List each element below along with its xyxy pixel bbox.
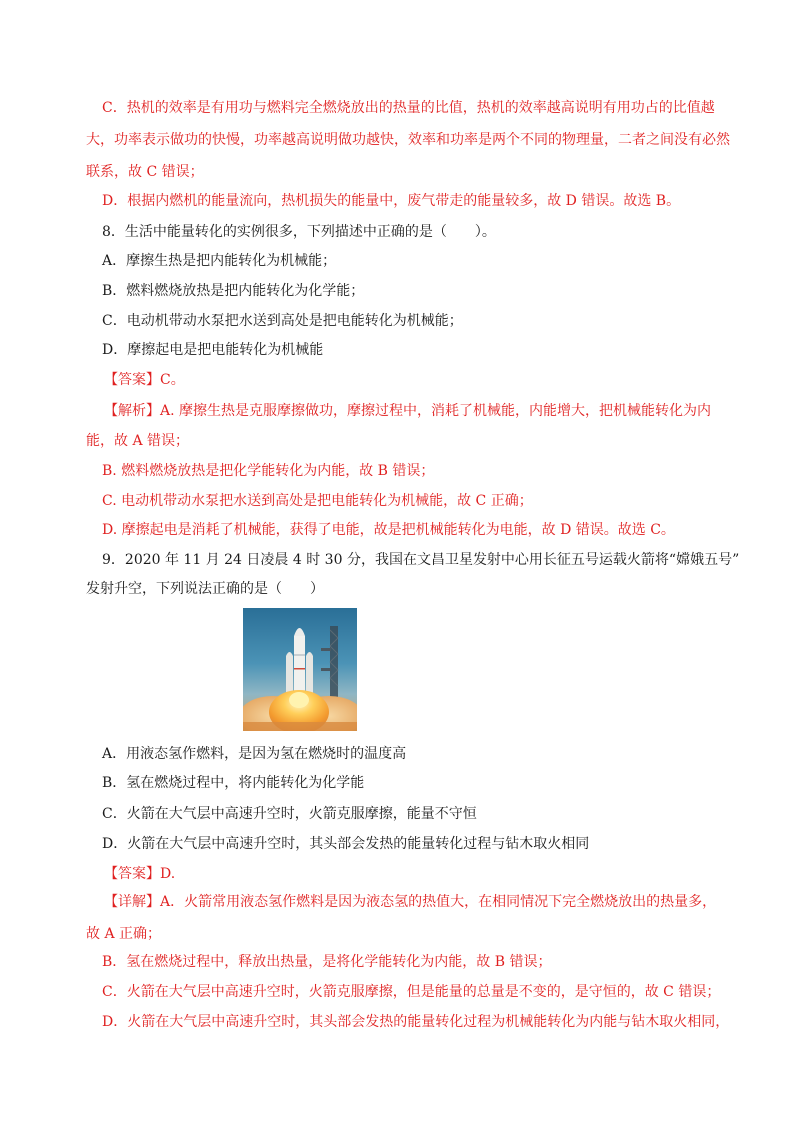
- q9-analysis-line1: 【详解】A．火箭常用液态氢作燃料是因为液态氢的热值大，在相同情况下完全燃烧放出的热量多，: [104, 894, 717, 910]
- q8-stem: 8．生活中能量转化的实例很多，下列描述中正确的是（ ）。: [102, 224, 496, 240]
- prev-analysis-d-line: D．根据内燃机的能量流向，热机损失的能量中，废气带走的能量较多，故 D 错误。故选 B。: [102, 193, 681, 209]
- q8-option-c: C．电动机带动水泵把水送到高处是把电能转化为机械能；: [102, 313, 463, 329]
- q9-stem-line1: 9．2020 年 11 月 24 日凌晨 4 时 30 分，我国在文昌卫星发射中心用长征五号运载火箭将“嫦娥五号”: [102, 552, 740, 568]
- q8-option-d: D．摩擦起电是把电能转化为机械能: [102, 342, 324, 358]
- prev-analysis-c-line3: 联系，故 C 错误；: [86, 164, 204, 180]
- q9-option-a: A．用液态氢作燃料，是因为氢在燃烧时的温度高: [102, 746, 407, 762]
- q9-analysis-line5: D．火箭在大气层中高速升空时，其头部会发热的能量转化过程为机械能转化为内能与钻木取火相同，: [102, 1014, 730, 1030]
- q8-analysis-line1: 【解析】A. 摩擦生热是克服摩擦做功，摩擦过程中，消耗了机械能，内能增大，把机械能转化为内: [104, 403, 712, 419]
- q8-option-a: A．摩擦生热是把内能转化为机械能；: [102, 253, 337, 269]
- q9-option-b: B．氢在燃烧过程中，将内能转化为化学能: [102, 775, 365, 791]
- q9-stem-line2: 发射升空，下列说法正确的是（ ）: [86, 581, 324, 597]
- q9-option-d: D．火箭在大气层中高速升空时，其头部会发热的能量转化过程与钻木取火相同: [102, 836, 590, 852]
- q9-analysis-line2: 故 A 正确；: [86, 926, 162, 942]
- q8-analysis-line4: C. 电动机带动水泵把水送到高处是把电能转化为机械能，故 C 正确；: [102, 493, 533, 509]
- prev-analysis-c-line2: 大，功率表示做功的快慢，功率越高说明做功越快，效率和功率是两个不同的物理量，二者之间没有必然: [86, 132, 730, 148]
- q8-option-b: B．燃料燃烧放热是把内能转化为化学能；: [102, 283, 365, 299]
- rocket-launch-image: [243, 608, 357, 731]
- prev-analysis-c-line1: C．热机的效率是有用功与燃料完全燃烧放出的热量的比值，热机的效率越高说明有用功占的比值越: [102, 100, 715, 116]
- q8-analysis-line2: 能，故 A 错误；: [86, 433, 190, 449]
- q8-analysis-line3: B. 燃料燃烧放热是把化学能转化为内能，故 B 错误；: [102, 463, 435, 479]
- q9-analysis-line3: B．氢在燃烧过程中，释放出热量，是将化学能转化为内能，故 B 错误；: [102, 954, 552, 970]
- q9-option-c: C．火箭在大气层中高速升空时，火箭克服摩擦，能量不守恒: [102, 806, 477, 822]
- q9-analysis-line4: C．火箭在大气层中高速升空时，火箭克服摩擦，但是能量的总量是不变的，是守恒的，故 C 错误；: [102, 984, 721, 1000]
- q9-answer: 【答案】D.: [104, 866, 176, 882]
- q8-answer: 【答案】C。: [104, 372, 185, 388]
- q8-analysis-line5: D. 摩擦起电是消耗了机械能，获得了电能，故是把机械能转化为电能，故 D 错误。故选 C。: [102, 522, 675, 538]
